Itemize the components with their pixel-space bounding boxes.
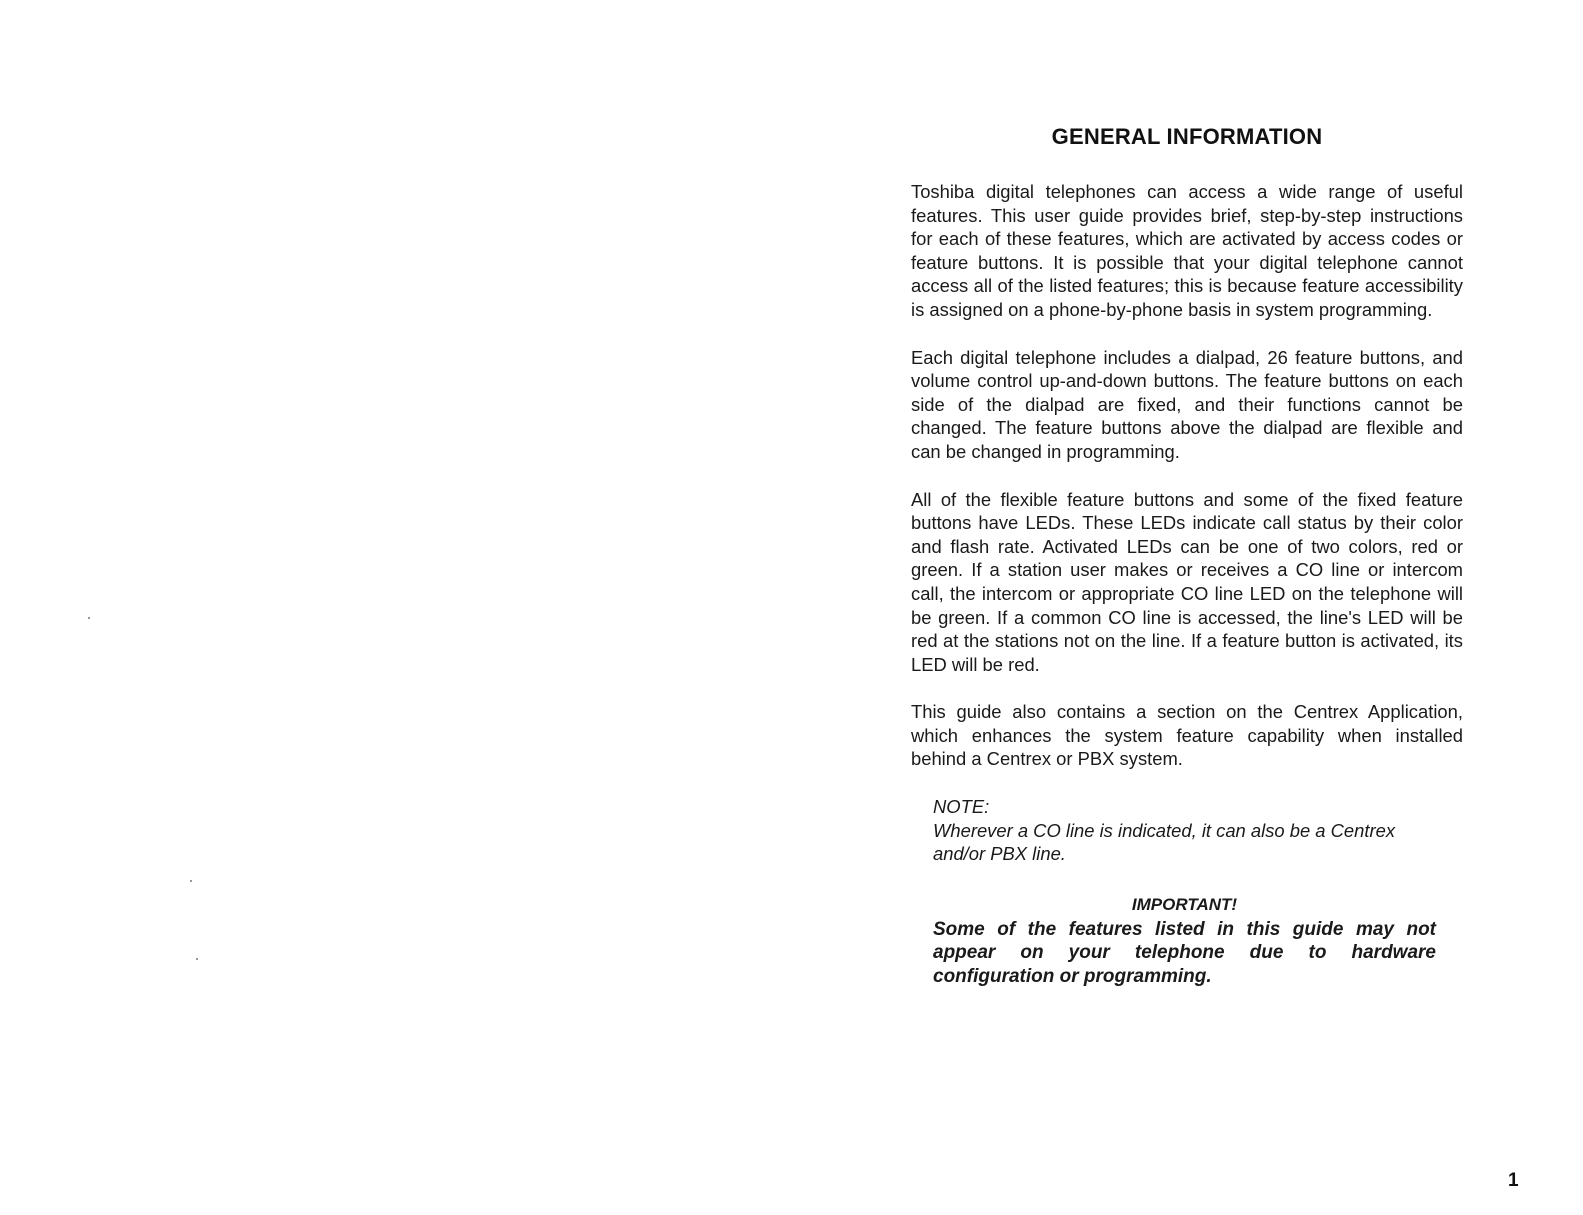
page-number: 1: [1508, 1170, 1519, 1191]
scan-speck: [88, 617, 90, 619]
intro-paragraph: Toshiba digital telephones can access a wide range of useful features. This user guide provides brief, step-by-step instructions for each of these features, which are activated by access codes or feature buttons. It is possible that your digital telephone cannot access all of the listed features; this is because feature accessibility is assigned on a phone-by-phone basis in system programming.: [911, 181, 1463, 320]
buttons-paragraph: Each digital telephone includes a dialpad, 26 feature buttons, and volume control up-and-down buttons. The feature buttons on each side of the dialpad are fixed, and their functions cannot be changed. The feature buttons above the dialpad are flexible and can be changed in programming.: [911, 346, 1463, 462]
scan-speck: [196, 958, 198, 960]
note-block: [933, 795, 1436, 866]
important-label: IMPORTANT!: [1131, 894, 1238, 914]
right-page: [790, 0, 1583, 1215]
note-text: Wherever a CO line is indicated, it can also be a Centrex and/or PBX line.: [933, 819, 1396, 865]
left-page-blank: [0, 0, 790, 1215]
leds-paragraph: All of the flexible feature buttons and some of the fixed feature buttons have LEDs. These LEDs indicate call status by their color and flash rate. Activated LEDs can be one of two colors, red or green. If a station user makes or receives a CO line or intercom call, the intercom or appropriate CO line LED on the telephone will be green. If a common CO line is accessed, the line's LED will be red at the stations not on the line. If a feature button is activated, its LED will be red.: [911, 488, 1463, 675]
important-block: [933, 894, 1436, 989]
important-text: Some of the features listed in this guide may not appear on your telephone due to hardware configuration or programming.: [933, 918, 1436, 988]
scan-speck: [190, 880, 192, 882]
note-label: NOTE:: [933, 796, 990, 818]
page-title: GENERAL INFORMATION: [1051, 124, 1323, 149]
centrex-paragraph: This guide also contains a section on the Centrex Application, which enhances the system feature capability when installed behind a Centrex or PBX system.: [911, 701, 1463, 770]
page-content: [911, 124, 1463, 989]
